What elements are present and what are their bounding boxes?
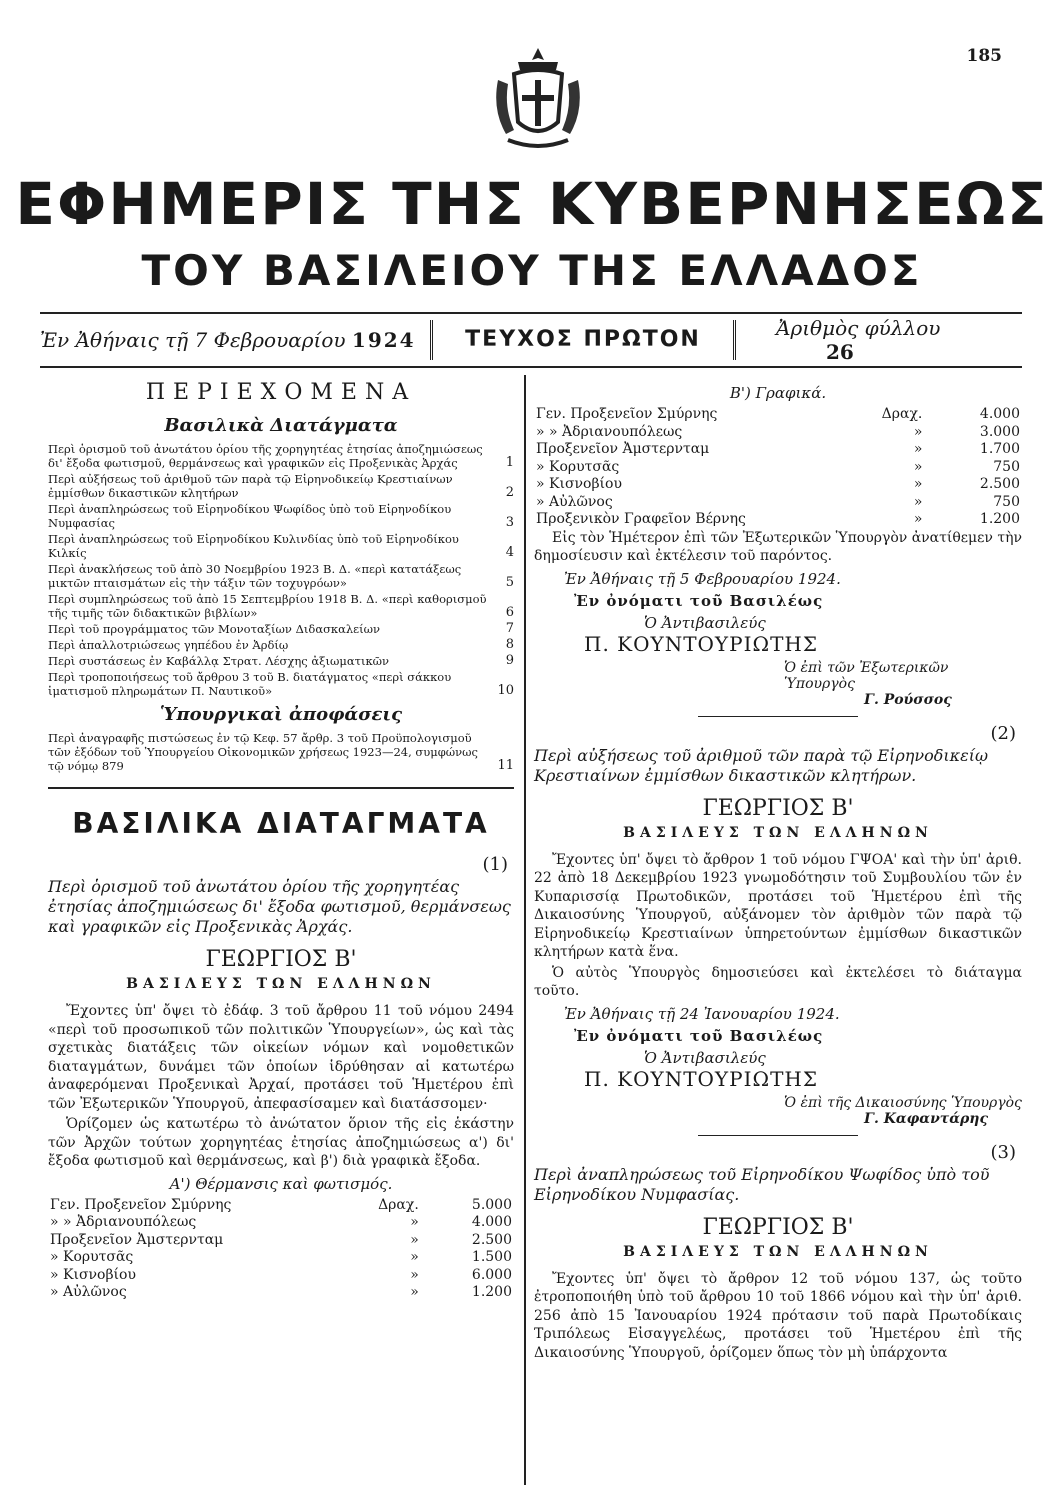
- right-column: [534, 380, 1022, 1364]
- toc-item: Περὶ ἀνακλήσεως τοῦ ἀπὸ 30 Νοεμβρίου 1923 Β. Δ. «περὶ κατατάξεως μικτῶν πταισμάτων εἰς τὴν τάξιν τῶν τοχυγρόων» 5: [48, 562, 514, 590]
- king-title: ΒΑΣΙΛΕΥΣ ΤΩΝ ΕΛΛΗΝΩΝ: [623, 824, 933, 841]
- table-row: » » Ἀδριανουπόλεως » 4.000: [50, 1214, 512, 1230]
- left-column: [48, 380, 514, 1302]
- contents-end-rule: [48, 787, 514, 789]
- king-title: ΒΑΣΙΛΕΥΣ ΤΩΝ ΕΛΛΗΝΩΝ: [623, 1243, 933, 1260]
- decree-separator: [698, 716, 858, 717]
- table-row: » » Ἀδριανουπόλεως » 3.000: [536, 423, 1020, 440]
- decree-paragraph: Ἔχοντες ὑπ' ὄψει τὸ ἐδάφ. 3 τοῦ ἄρθρου 11 τοῦ νόμου 2494 «περὶ τοῦ προσωπικοῦ τῶν πολιτικῶν Ὑπουργείων», ὡς καὶ τὰς σχετικὰς διατάξεις τῶν οἰκείων νόμων καὶ νομοθετικῶν διαταγμάτων, δυνάμει τῶν ὁποίων ἱδρύθησαν αἱ κατωτέρω ἀναφερόμεναι Προξενικαὶ Ἀρχαί, προτάσει τοῦ Ἡμετέρου ἐπὶ τῶν Ἐξωτερικῶν Ὑπουργοῦ, ἀπεφασίσαμεν καὶ διατάσσομεν·: [48, 1003, 514, 1112]
- decree-title: Περὶ ὁρισμοῦ τοῦ ἀνωτάτου ὁρίου τῆς χορηγητέας ἐτησίας ἀποζημιώσεως δι' ἔξοδα φωτισμοῦ, θερμάνσεως καὶ γραφικῶν εἰς Προξενικὰς Ἀρχάς.: [48, 877, 511, 936]
- viceroy-name: Π. ΚΟΥΝΤΟΥΡΙΩΤΗΣ: [584, 631, 818, 656]
- decree-number: (1): [482, 854, 508, 875]
- decree-paragraph: Ὁρίζομεν ὡς κατωτέρω τὸ ἀνώτατον ὅριον τῆς εἰς ἑκάστην τῶν Ἀρχῶν τούτων χορηγητέας ἐτησίας ἀποζημιώσεως α') δι' ἔξοδα φωτισμοῦ καὶ θερμάνσεως, καὶ β') διὰ γραφικὰ ἔξοδα.: [48, 1116, 514, 1169]
- toc-item: Περὶ ἀπαλλοτριώσεως γηπέδου ἐν Ἀρδίῳ 8: [48, 637, 514, 652]
- viceroy-label: Ὁ Ἀντιβασιλεύς: [644, 1048, 766, 1067]
- ministerial-toc: [48, 731, 514, 773]
- heating-table: [48, 1197, 514, 1302]
- toc-item: Περὶ τροποποιήσεως τοῦ ἄρθρου 3 τοῦ Β. διατάγματος «περὶ σάκκου ἱματισμοῦ πληρωμάτων Π. Ναυτικοῦ» 10: [48, 670, 514, 698]
- toc-item: Περὶ ὁρισμοῦ τοῦ ἀνωτάτου ὁρίου τῆς χορηγητέας ἐτησίας ἀποζημιώσεως δι' ἔξοδα φωτισμοῦ, θερμάνσεως καὶ γραφικῶν εἰς Προξενικὰς Ἀρχάς 1: [48, 442, 514, 470]
- table-row: Προξενεῖον Ἀμστερνταμ » 2.500: [50, 1231, 512, 1248]
- viceroy-label: Ὁ Ἀντιβασιλεύς: [644, 613, 766, 632]
- stationery-title: Β') Γραφικά.: [729, 384, 827, 402]
- masthead-title: ΕΦΗΜΕΡΙΣ ΤΗΣ ΚΥΒΕΡΝΗΣΕΩΣ: [15, 170, 1049, 238]
- coat-of-arms-icon: [478, 40, 598, 160]
- heating-title: Α') Θέρμανσις καὶ φωτισμός.: [169, 1174, 393, 1193]
- issue-sheet: [736, 316, 1022, 364]
- king-name: ΓΕΩΡΓΙΟΣ Β': [702, 1214, 854, 1240]
- issue-info-row: [40, 318, 1022, 362]
- minister-title: Ὁ ἐπὶ τῆς Δικαιοσύνης Ὑπουργὸς: [784, 1094, 1022, 1111]
- king-name: ΓΕΩΡΓΙΟΣ Β': [205, 947, 357, 972]
- decree-number: (3): [990, 1141, 1016, 1163]
- section-heading: ΒΑΣΙΛΙΚΑ ΔΙΑΤΑΓΜΑΤΑ: [72, 807, 490, 840]
- decree-paragraph: Ἔχοντες ὑπ' ὄψει τὸ ἄρθρον 12 τοῦ νόμου 137, ὡς τοῦτο ἐτροποποιήθη ὑπὸ τοῦ ἄρθρου 10 τοῦ 1866 νόμου καὶ τὴν ὑπ' ἀριθ. 256 ἀπὸ 15 Ἰανουαρίου 1924 πρότασιν τοῦ παρὰ Πρωτοδίκαις Τριπόλεως Εἰσαγγελέως, προτάσει τοῦ Ἡμετέρου ἐπὶ τῆς Δικαιοσύνης Ὑπουργοῦ, ὁρίζομεν ὅπως τὸν μὴ ὑπάρχοντα: [534, 1270, 1022, 1361]
- minister-title: Ὁ ἐπὶ τῶν Ἐξωτερικῶν Ὑπουργὸς: [784, 659, 949, 692]
- table-row: » Αὐλῶνος » 1.200: [50, 1284, 512, 1300]
- table-row: » Κορυτσᾶς » 750: [536, 458, 1020, 475]
- decree-number: (2): [990, 722, 1016, 744]
- decree-paragraph: Ὁ αὐτὸς Ὑπουργὸς δημοσιεύσει καὶ ἐκτελέσει τὸ διάταγμα τοῦτο.: [534, 964, 1022, 999]
- king-name: ΓΕΩΡΓΙΟΣ Β': [702, 795, 854, 821]
- masthead-rule-top: [40, 312, 1022, 314]
- table-row: Προξενικὸν Γραφεῖον Βέρνης » 1.200: [536, 511, 1020, 527]
- decree-separator: [698, 1135, 858, 1136]
- issue-date: [40, 328, 430, 352]
- issue-series: ΤΕΥΧΟΣ ΠΡΩΤΟΝ: [430, 320, 736, 360]
- table-row: Προξενεῖον Ἀμστερνταμ » 1.700: [536, 441, 1020, 457]
- in-name-line: Ἐν ὀνόματι τοῦ Βασιλέως: [574, 1026, 824, 1045]
- viceroy-name: Π. ΚΟΥΝΤΟΥΡΙΩΤΗΣ: [584, 1066, 818, 1091]
- decree-paragraph: Ἔχοντες ὑπ' ὄψει τὸ ἄρθρον 1 τοῦ νόμου ΓΨΟΑ' καὶ τὴν ὑπ' ἀριθ. 22 ἀπὸ 18 Δεκεμβρίου 1923 γνωμοδότησιν τοῦ Συμβουλίου τῶν ἐν Κυπαρισσίᾳ Πρωτοδικῶν, προτάσει τοῦ Ἡμετέρου ἐπὶ τῆς Δικαιοσύνης Ὑπουργοῦ, αὐξάνομεν τὸν ἀριθμὸν τῶν παρὰ τῷ Εἰρηνοδικείῳ Κρεστιαίνων ὑπηρετούντων ἐμμίσθων δικαστικῶν κλητήρων κατὰ ἕνα.: [534, 851, 1022, 960]
- table-row: Γεν. Προξενεῖον Σμύρνης Δραχ. 5.000: [50, 1196, 512, 1213]
- decree-title: Περὶ αὐξήσεως τοῦ ἀριθμοῦ τῶν παρὰ τῷ Εἰρηνοδικείῳ Κρεστιαίνων ἐμμίσθων δικαστικῶν κλητήρων.: [534, 745, 989, 785]
- table-row: » Κορυτσᾶς » 1.500: [50, 1249, 512, 1265]
- table-row: » Αὐλῶνος » 750: [536, 493, 1020, 510]
- toc-item: Περὶ τοῦ προγράμματος τῶν Μονοταξίων Διδασκαλείων 7: [48, 621, 514, 636]
- king-title: ΒΑΣΙΛΕΥΣ ΤΩΝ ΕΛΛΗΝΩΝ: [126, 976, 436, 992]
- column-divider: [524, 375, 526, 1485]
- ministerial-subheading: Ὑπουργικαὶ ἀποφάσεις: [159, 704, 403, 725]
- table-row: » Κισνοβίου » 2.500: [536, 476, 1020, 492]
- toc-item: Περὶ ἀναγραφῆς πιστώσεως ἐν τῷ Κεφ. 57 ἄρθρ. 3 τοῦ Προϋπολογισμοῦ τῶν ἐξόδων τοῦ Ὑπουργείου Οἰκονομικῶν χρήσεως 1923—24, συμφώνως τῷ νόμῳ 879 11: [48, 731, 514, 773]
- decree-title: Περὶ ἀναπληρώσεως τοῦ Εἰρηνοδίκου Ψωφίδος ὑπὸ τοῦ Εἰρηνοδίκου Νυμφασίας.: [534, 1164, 990, 1204]
- minister-name: Γ. Ρούσσος: [864, 691, 952, 708]
- toc-item: Περὶ ἀναπληρώσεως τοῦ Εἰρηνοδίκου Ψωφίδος ὑπὸ τοῦ Εἰρηνοδίκου Νυμφασίας 3: [48, 502, 514, 530]
- masthead-subtitle: ΤΟΥ ΒΑΣΙΛΕΙΟΥ ΤΗΣ ΕΛΛΑΔΟΣ: [141, 246, 923, 295]
- table-row: Γεν. Προξενεῖον Σμύρνης Δραχ. 4.000: [536, 406, 1020, 422]
- decree-closing: Εἰς τὸν Ἡμέτερον ἐπὶ τῶν Ἐξωτερικῶν Ὑπουργὸν ἀνατίθεμεν τὴν δημοσίευσιν καὶ ἐκτέλεσιν τοῦ παρόντος.: [534, 529, 1023, 564]
- page-number: 185: [966, 46, 1002, 66]
- stationery-table: [534, 406, 1022, 529]
- decrees-subheading: Βασιλικὰ Διατάγματα: [164, 415, 398, 436]
- decree-date: Ἐν Ἀθήναις τῇ 24 Ἰανουαρίου 1924.: [564, 1004, 840, 1023]
- toc-item: Περὶ ἀναπληρώσεως τοῦ Εἰρηνοδίκου Κυλινδίας ὑπὸ τοῦ Εἰρηνοδίκου Κιλκίς 4: [48, 532, 514, 560]
- toc-item: Περὶ αὐξήσεως τοῦ ἀριθμοῦ τῶν παρὰ τῷ Εἰρηνοδικείῳ Κρεστιαίνων ἐμμίσθων δικαστικῶν κλητήρων 2: [48, 472, 514, 500]
- masthead-rule-bottom: [40, 366, 1022, 368]
- in-name-line: Ἐν ὀνόματι τοῦ Βασιλέως: [574, 591, 824, 610]
- issue-sheet-label: Ἀριθμὸς φύλλου: [776, 316, 941, 340]
- issue-sheet-number: 26: [826, 340, 854, 364]
- table-row: » Κισνοβίου » 6.000: [50, 1266, 512, 1283]
- minister-name: Γ. Καφαντάρης: [864, 1110, 988, 1127]
- issue-year: 1924: [351, 328, 416, 352]
- toc-item: Περὶ συμπληρώσεως τοῦ ἀπὸ 15 Σεπτεμβρίου 1918 Β. Δ. «περὶ καθορισμοῦ τῆς τιμῆς τῶν διδακτικῶν βιβλίων» 6: [48, 592, 514, 620]
- contents-title: ΠΕΡΙΕΧΟΜΕΝΑ: [145, 380, 417, 405]
- decree-date: Ἐν Ἀθήναις τῇ 5 Φεβρουαρίου 1924.: [564, 569, 841, 588]
- issue-date-label: Ἐν Ἀθήναις τῇ 7 Φεβρουαρίου: [40, 328, 346, 352]
- decrees-toc: [48, 442, 514, 698]
- toc-item: Περὶ συστάσεως ἐν Καβάλλᾳ Στρατ. Λέσχης ἀξιωματικῶν 9: [48, 653, 514, 668]
